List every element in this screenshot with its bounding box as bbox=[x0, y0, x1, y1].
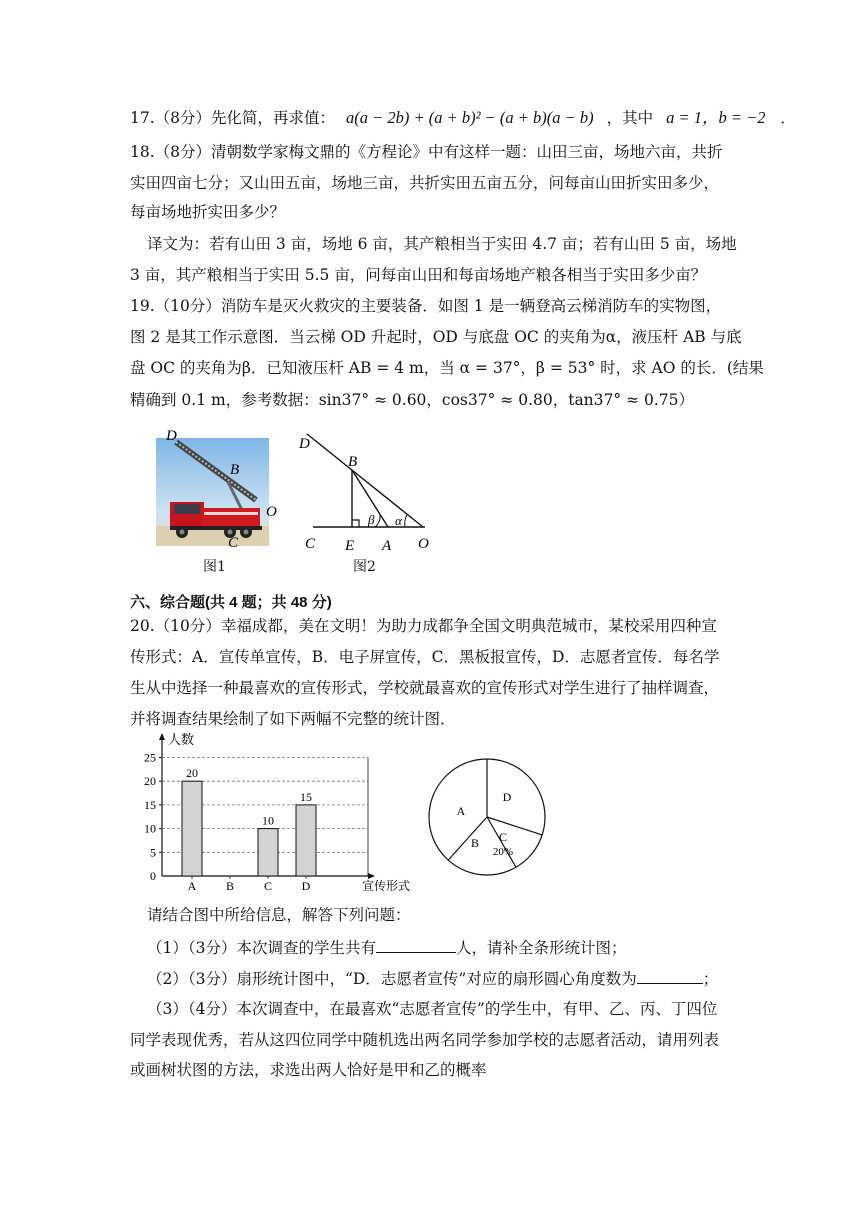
fig1-caption: 图1 bbox=[203, 559, 226, 575]
fig1-label-c: C bbox=[228, 535, 239, 551]
pie-label-c: C bbox=[498, 830, 508, 844]
q20-part1 bbox=[147, 937, 627, 959]
q17-line bbox=[130, 107, 796, 129]
q19-line-2: 图 2 是其工作示意图．当云梯 OD 升起时，OD 与底盘 OC 的夹角为α，液压杆 AB 与底 bbox=[130, 328, 742, 346]
q20-part2-text-a: （2）（3分）扇形统计图中，“D．志愿者宣传”对应的扇形圆心角度数为 bbox=[147, 970, 637, 988]
x-tick-label: B bbox=[225, 879, 235, 893]
q17-end: ． bbox=[780, 109, 796, 127]
fig2-caption: 图2 bbox=[353, 559, 376, 575]
q19-line-1: 19.（10分）消防车是灭火救灾的主要装备．如图 1 是一辆登高云梯消防车的实物图， bbox=[130, 297, 722, 315]
q18-translation-2: 3 亩，其产粮相当于实田 5.5 亩，问每亩山田和每亩场地产粮各相当于实田多少亩？ bbox=[130, 266, 707, 284]
bar-chart-xlabel: 宣传形式 bbox=[362, 879, 411, 893]
section-6-title: 六、综合题(共 4 题；共 48 分) bbox=[130, 594, 332, 611]
q18-line-2: 实田四亩七分；又山田五亩，场地三亩，共折实田五亩五分，问每亩山田折实田多少， bbox=[130, 174, 720, 192]
answer-blank-1[interactable] bbox=[376, 938, 456, 953]
bar-c bbox=[258, 829, 278, 876]
q19-line-3: 盘 OC 的夹角为β．已知液压杆 AB = 4 m，当 α = 37°，β = 53° 时，求 AO 的长．(结果 bbox=[130, 359, 764, 377]
q17-expression: a(a − 2b) + (a + b)² − (a + b)(a − b) bbox=[345, 108, 594, 127]
x-tick-label: A bbox=[187, 879, 197, 893]
q20-line-3: 生从中选择一种最喜欢的宣传形式，学校就最喜欢的宣传形式对学生进行了抽样调查， bbox=[130, 679, 720, 697]
q17-mid: ，其中 bbox=[606, 109, 654, 127]
y-tick-label: 5 bbox=[150, 845, 156, 860]
fig2-label-d: D bbox=[299, 436, 310, 452]
y-tick-label: 10 bbox=[144, 821, 156, 836]
bar-value-label: 20 bbox=[186, 766, 198, 781]
pie-chart bbox=[425, 755, 550, 880]
bar-value-label: 10 bbox=[262, 813, 274, 828]
fig1-label-d: D bbox=[166, 428, 177, 444]
angle-beta-arc bbox=[375, 515, 380, 527]
q20-line-4: 并将调查结果绘制了如下两幅不完整的统计图． bbox=[130, 710, 456, 728]
q19-line-4: 精确到 0.1 m，参考数据：sin37° ≈ 0.60，cos37° ≈ 0.80，tan37° ≈ 0.75） bbox=[130, 391, 694, 409]
q17-head: 17.（8分）先化简，再求值： bbox=[130, 109, 336, 127]
fig2-label-a: A bbox=[382, 538, 392, 554]
bar-value-label: 15 bbox=[300, 789, 312, 804]
q18-line-3: 每亩场地折实田多少？ bbox=[130, 203, 286, 221]
q20-intro: 请结合图中所给信息，解答下列问题： bbox=[147, 906, 411, 924]
q20-part1-text-a: （1）（3分）本次调查的学生共有 bbox=[147, 939, 376, 957]
fig2-label-b: B bbox=[348, 454, 358, 470]
y-tick-label: 25 bbox=[144, 750, 156, 765]
fig2-label-alpha: α bbox=[395, 513, 402, 528]
segment-do bbox=[307, 434, 423, 527]
x-tick-label: D bbox=[301, 879, 311, 893]
answer-blank-2[interactable] bbox=[637, 969, 703, 984]
fig2-label-e: E bbox=[345, 538, 355, 554]
fig2-label-o: O bbox=[418, 536, 429, 552]
bar-chart-ylabel: 人数 bbox=[168, 732, 195, 747]
fig1-label-o: O bbox=[266, 504, 277, 520]
q20-part3-line-1: （3）（4分）本次调查中，在最喜欢“志愿者宣传”的学生中，有甲、乙、丙、丁四位 bbox=[147, 1000, 718, 1018]
y-tick-label: 15 bbox=[144, 797, 156, 812]
q20-part2-text-b: ； bbox=[702, 970, 719, 988]
fig1-labels bbox=[150, 426, 285, 552]
pie-label-a: A bbox=[456, 804, 466, 818]
x-tick-label: C bbox=[263, 879, 273, 893]
q20-part3-line-3: 或画树状图的方法，求选出两人恰好是甲和乙的概率 bbox=[130, 1061, 487, 1079]
pie-label-b: B bbox=[470, 836, 480, 850]
fig2-diagram bbox=[295, 428, 445, 556]
q18-translation-1: 译文为：若有山田 3 亩，场地 6 亩，其产粮相当于实田 4.7 亩；若有山田 5 亩，场地 bbox=[147, 235, 737, 253]
angle-alpha-arc bbox=[405, 515, 407, 527]
bar-chart bbox=[140, 730, 420, 895]
bar-d bbox=[296, 805, 316, 876]
q20-line-2: 传形式：A．宣传单宣传，B．电子屏宣传，C．黑板报宣传，D．志愿者宣传．每名学 bbox=[130, 648, 720, 666]
q20-part1-text-b: 人，请补全条形统计图； bbox=[455, 939, 627, 957]
y-tick-label: 20 bbox=[144, 774, 156, 789]
fig1-label-b: B bbox=[230, 462, 240, 478]
q20-part3-line-2: 同学表现优秀，若从这四位同学中随机选出两名同学参加学校的志愿者活动，请用列表 bbox=[130, 1031, 720, 1049]
pie-label-d: D bbox=[502, 790, 512, 804]
q17-condition: a = 1，b = −2 bbox=[666, 108, 766, 127]
fig2-label-c: C bbox=[305, 536, 316, 552]
right-angle-mark bbox=[352, 520, 359, 527]
bar-a bbox=[182, 781, 202, 876]
q20-line-1: 20.（10分）幸福成都，美在文明！为助力成都争全国文明典范城市，某校采用四种宣 bbox=[130, 617, 717, 635]
pie-annotation-c: 20% bbox=[492, 846, 514, 858]
q18-line-1: 18.（8分）清朝数学家梅文鼎的《方程论》中有这样一题：山田三亩，场地六亩，共折 bbox=[130, 143, 723, 161]
fig2-label-beta: β bbox=[368, 512, 375, 527]
y-axis-arrow bbox=[159, 733, 165, 740]
q20-part2 bbox=[147, 968, 718, 990]
y-tick-label: 0 bbox=[150, 869, 156, 883]
